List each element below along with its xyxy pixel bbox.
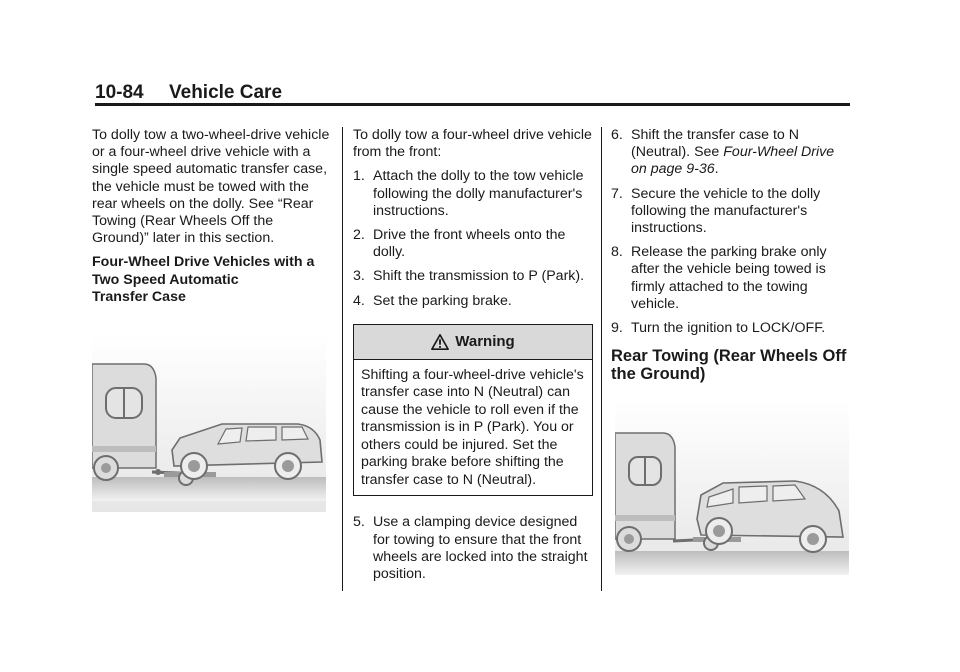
- column-divider-1: [342, 127, 343, 591]
- column-1: [92, 127, 332, 512]
- front-dolly-intro: To dolly tow a four-wheel drive vehicle from the front:: [353, 127, 592, 161]
- warning-box: [353, 324, 593, 497]
- column-2: [353, 127, 593, 590]
- step-9: 9. Turn the ignition to LOCK/OFF.: [611, 320, 826, 337]
- front-dolly-steps: [353, 168, 593, 309]
- warning-triangle-icon: [431, 333, 449, 351]
- step-8: 8. Release the parking brake only after the vehicle being towed is firmly attached to the towing vehicle.: [611, 244, 827, 312]
- front-dolly-steps-final: [611, 127, 851, 337]
- header-rule: [95, 103, 850, 106]
- front-dolly-steps-continued: [353, 514, 593, 583]
- page-number: 10-84: [95, 82, 144, 103]
- step-5: 5. Use a clamping device designed for towing to ensure that the front wheels are locked into the straight position.: [353, 514, 588, 582]
- step-1: 1. Attach the dolly to the tow vehicle following the dolly manufacturer's instructions.: [353, 168, 584, 219]
- four-wheel-drive-reference: Four-Wheel Drive on page 9-36: [631, 144, 835, 178]
- step-6: 6. Shift the transfer case to N (Neutral). See Four-Wheel Drive on page 9-36.: [611, 127, 835, 178]
- step-2: 2. Drive the front wheels onto the dolly.: [353, 227, 566, 261]
- dolly-tow-front-illustration: [92, 334, 326, 512]
- section-title: Vehicle Care: [169, 82, 283, 103]
- rear-towing-subheading: Rear Towing (Rear Wheels Off the Ground): [611, 347, 847, 384]
- rear-towing-illustration: [615, 401, 849, 575]
- warning-header: [354, 325, 592, 360]
- column-3: [611, 127, 851, 575]
- step-4: 4. Set the parking brake.: [353, 292, 512, 309]
- subheading-four-wheel-drive: Four-Wheel Drive Vehicles with a Two Speed Automatic Transfer Case: [92, 254, 315, 305]
- step-7: 7. Secure the vehicle to the dolly following the manufacturer's instructions.: [611, 185, 821, 237]
- warning-title: Warning: [455, 333, 515, 351]
- warning-text: Shifting a four-wheel-drive vehicle's transfer case into N (Neutral) can cause the vehicle to roll even if the transmission is in P (Park). You or others could be injured. Set the parking brake before shifting the transfer case to N (Neutral).: [361, 366, 584, 488]
- step-3: 3. Shift the transmission to P (Park).: [353, 268, 585, 285]
- column-divider-2: [601, 127, 602, 591]
- dolly-tow-intro: To dolly tow a two-wheel-drive vehicle or a four-wheel drive vehicle with a single speed automatic transfer case, the vehicle must be towed with the rear wheels on the dolly. See “Rear Towing (Rear Wheels Off the Ground)” later in this section.: [92, 127, 330, 247]
